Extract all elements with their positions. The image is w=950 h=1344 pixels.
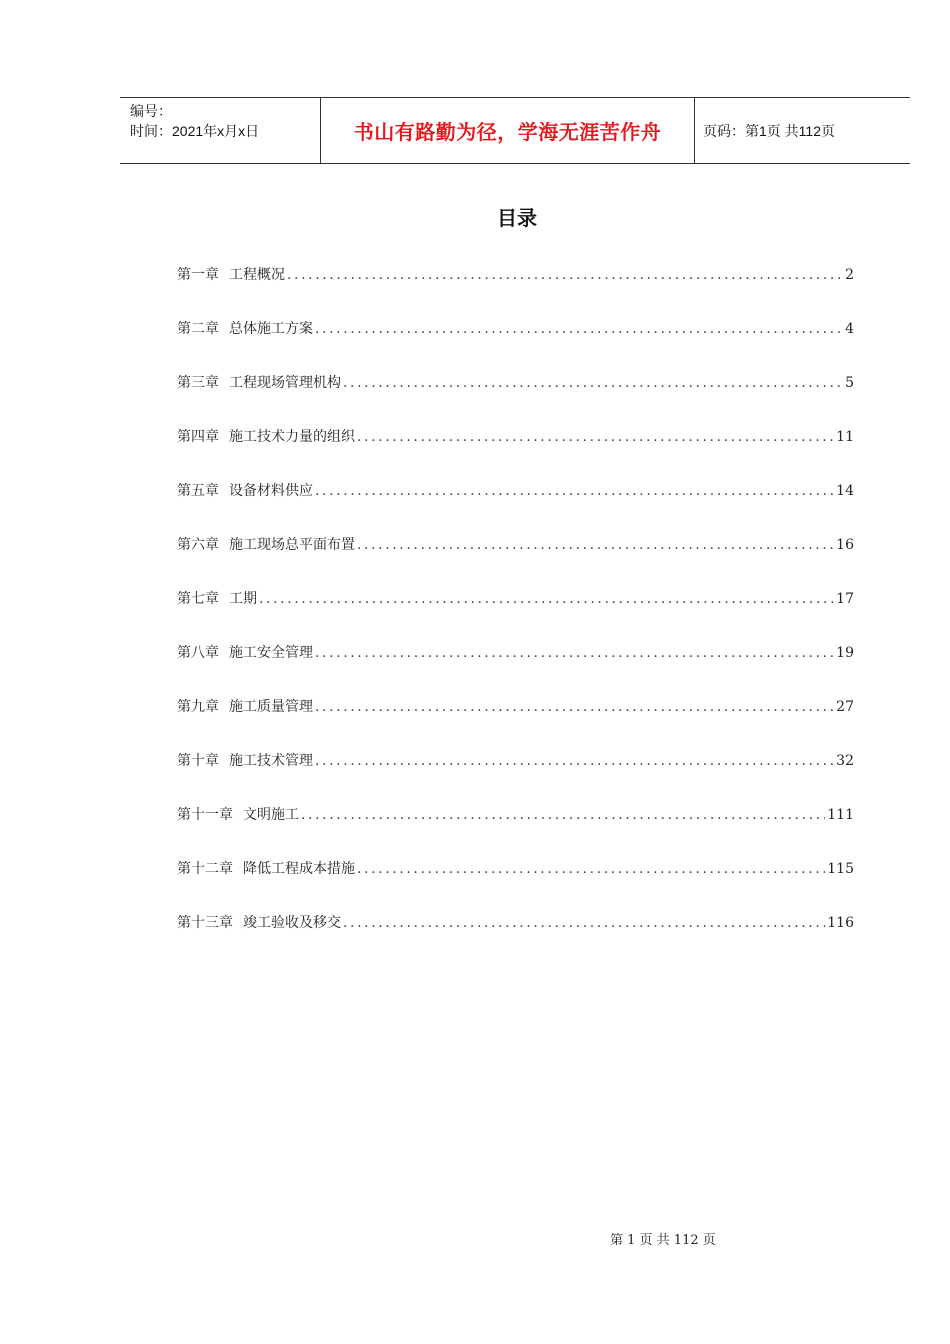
toc-page-number: 17 [836,591,854,607]
toc-chapter-name: 文明施工 [243,807,299,823]
toc-chapter-name: 工程概况 [229,267,285,283]
header-motto-cell [321,98,695,163]
serial-number-label: 编号： [130,103,172,119]
toc-page-number: 14 [836,483,854,499]
page-footer: 第 1 页 共 112 页 [610,1233,716,1248]
toc-page-number: 32 [836,753,854,769]
toc-chapter-name: 工程现场管理机构 [229,375,341,391]
toc-leader-dots [315,319,843,339]
toc-leader-dots [357,859,825,879]
toc-chapter-number: 第十一章 [177,807,233,823]
toc-page-number: 116 [827,915,854,931]
time-label: 时间：2021年x月x日 [130,123,260,139]
toc-entry[interactable] [177,319,854,373]
toc-entry[interactable] [177,643,854,697]
toc-chapter-name: 总体施工方案 [229,321,313,337]
toc-chapter-number: 第十二章 [177,861,233,877]
toc-chapter-number: 第六章 [177,537,219,553]
toc-chapter-number: 第三章 [177,375,219,391]
toc-leader-dots [301,805,825,825]
document-header [120,97,910,164]
toc-entry[interactable] [177,697,854,751]
header-page-cell [695,98,910,163]
toc-chapter-name: 施工现场总平面布置 [229,537,355,553]
toc-leader-dots [315,643,834,663]
toc-chapter-name: 竣工验收及移交 [243,915,341,931]
toc-title: 目录 [497,206,537,230]
toc-leader-dots [357,427,834,447]
toc-chapter-number: 第五章 [177,483,219,499]
toc-chapter-number: 第八章 [177,645,219,661]
toc-chapter-number: 第十三章 [177,915,233,931]
toc-chapter-number: 第二章 [177,321,219,337]
toc-page-number: 115 [827,861,854,877]
toc-page-number: 27 [836,699,854,715]
toc-leader-dots [315,697,834,717]
toc-chapter-name: 施工安全管理 [229,645,313,661]
toc-entry[interactable] [177,751,854,805]
toc-chapter-name: 工期 [229,591,257,607]
header-page-info: 页码：第1页 共112页 [703,122,835,139]
toc-leader-dots [259,589,834,609]
toc-entry[interactable] [177,859,854,913]
toc-chapter-number: 第七章 [177,591,219,607]
header-meta-cell [120,98,321,163]
toc-leader-dots [357,535,834,555]
toc-entry[interactable] [177,427,854,481]
toc-chapter-number: 第一章 [177,267,219,283]
toc-list [177,265,854,967]
toc-chapter-name: 施工技术力量的组织 [229,429,355,445]
toc-leader-dots [343,373,843,393]
toc-leader-dots [287,265,843,285]
toc-entry[interactable] [177,535,854,589]
toc-chapter-number: 第九章 [177,699,219,715]
toc-page-number: 4 [845,321,854,337]
toc-chapter-number: 第十章 [177,753,219,769]
toc-leader-dots [315,481,834,501]
toc-page-number: 16 [836,537,854,553]
toc-entry[interactable] [177,589,854,643]
toc-chapter-name: 降低工程成本措施 [243,861,355,877]
toc-page-number: 19 [836,645,854,661]
toc-page-number: 111 [827,807,854,823]
toc-leader-dots [315,751,834,771]
toc-entry[interactable] [177,481,854,535]
toc-entry[interactable] [177,373,854,427]
toc-page-number: 5 [845,375,854,391]
toc-page-number: 2 [845,267,854,283]
toc-leader-dots [343,913,825,933]
toc-chapter-number: 第四章 [177,429,219,445]
toc-entry[interactable] [177,265,854,319]
toc-page-number: 11 [836,429,854,445]
toc-entry[interactable] [177,805,854,859]
toc-chapter-name: 设备材料供应 [229,483,313,499]
toc-chapter-name: 施工技术管理 [229,753,313,769]
toc-entry[interactable] [177,913,854,967]
toc-chapter-name: 施工质量管理 [229,699,313,715]
motto-text: 书山有路勤为径，学海无涯苦作舟 [353,120,662,144]
